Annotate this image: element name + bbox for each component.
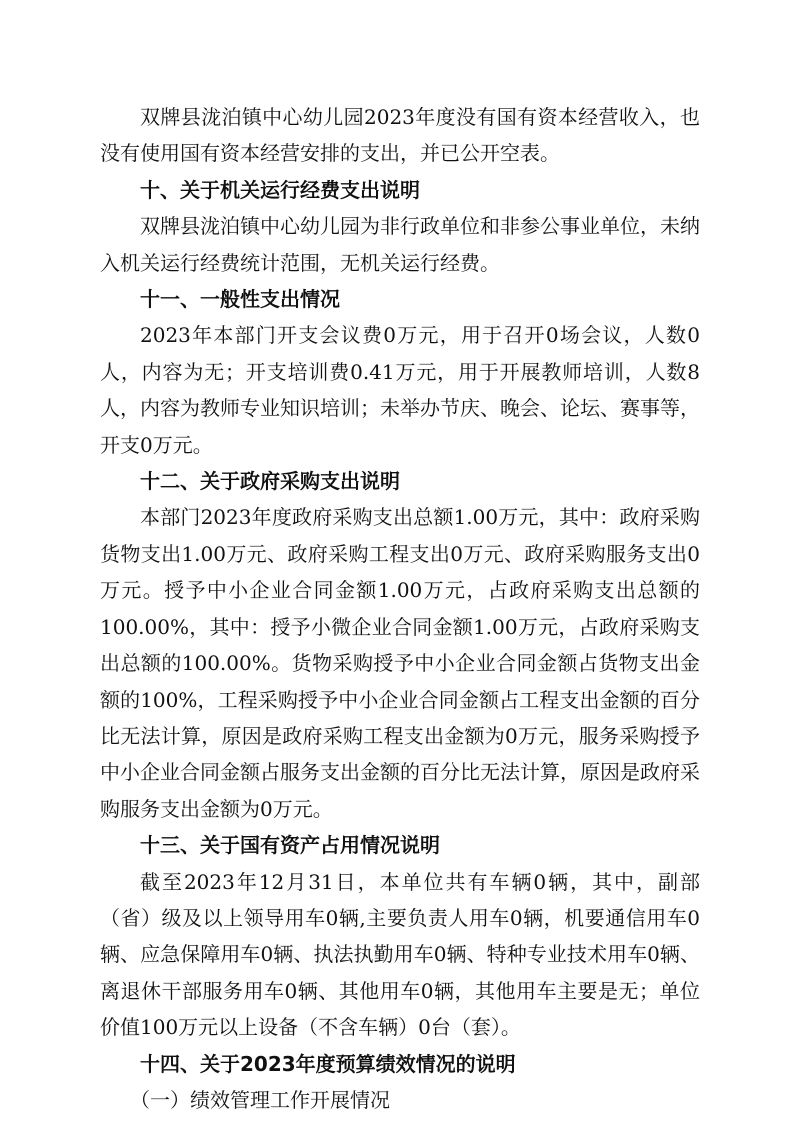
paragraph-state-capital: 双牌县泷泊镇中心幼儿园2023年度没有国有资本经营收入，也没有使用国有资本经营安排的支出，并已公开空表。 [100,105,700,166]
document-page [100,99,700,1118]
heading-section-11: 十一、一般性支出情况 [140,287,340,312]
paragraph-general-expenses: 2023年本部门开支会议费0万元，用于召开0场会议，人数0人，内容为无；开支培训费0.41万元，用于开展教师培训，人数8人，内容为教师专业知识培训；未举办节庆、晚会、论坛、赛事等，开支0万元。 [100,323,700,457]
paragraph-procurement: 本部门2023年度政府采购支出总额1.00万元，其中：政府采购货物支出1.00万元、政府采购工程支出0万元、政府采购服务支出0万元。授予中小企业合同金额1.00万元，占政府采购支出总额的100.00%，其中：授予小微企业合同金额1.00万元，占政府采购支出总额的100.00%。货物采购授予中小企业合同金额占货物支出金额的100%，工程采购授予中小企业合同金额占工程支出金额的百分比无法计算，原因是政府采购工程支出金额为0万元，服务采购授予中小企业合同金额占服务支出金额的百分比无法计算，原因是政府采购服务支出金额为0万元。 [100,505,700,821]
heading-section-13: 十三、关于国有资产占用情况说明 [140,833,440,858]
subheading-performance-management: （一）绩效管理工作开展情况 [130,1087,390,1112]
paragraph-operating-expenses: 双牌县泷泊镇中心幼儿园为非行政单位和非参公事业单位，未纳入机关运行经费统计范围，无机关运行经费。 [100,214,700,275]
heading-section-12: 十二、关于政府采购支出说明 [140,469,400,494]
paragraph-state-assets: 截至2023年12月31日，本单位共有车辆0辆，其中，副部（省）级及以上领导用车0辆,主要负责人用车0辆，机要通信用车0辆、应急保障用车0辆、执法执勤用车0辆、特种专业技术用车0辆、离退休干部服务用车0辆、其他用车0辆，其他用车主要是无；单位价值100万元以上设备（不含车辆）0台（套）。 [100,869,700,1040]
heading-section-14: 十四、关于2023年度预算绩效情况的说明 [140,1051,516,1076]
heading-section-10: 十、关于机关运行经费支出说明 [140,177,420,202]
